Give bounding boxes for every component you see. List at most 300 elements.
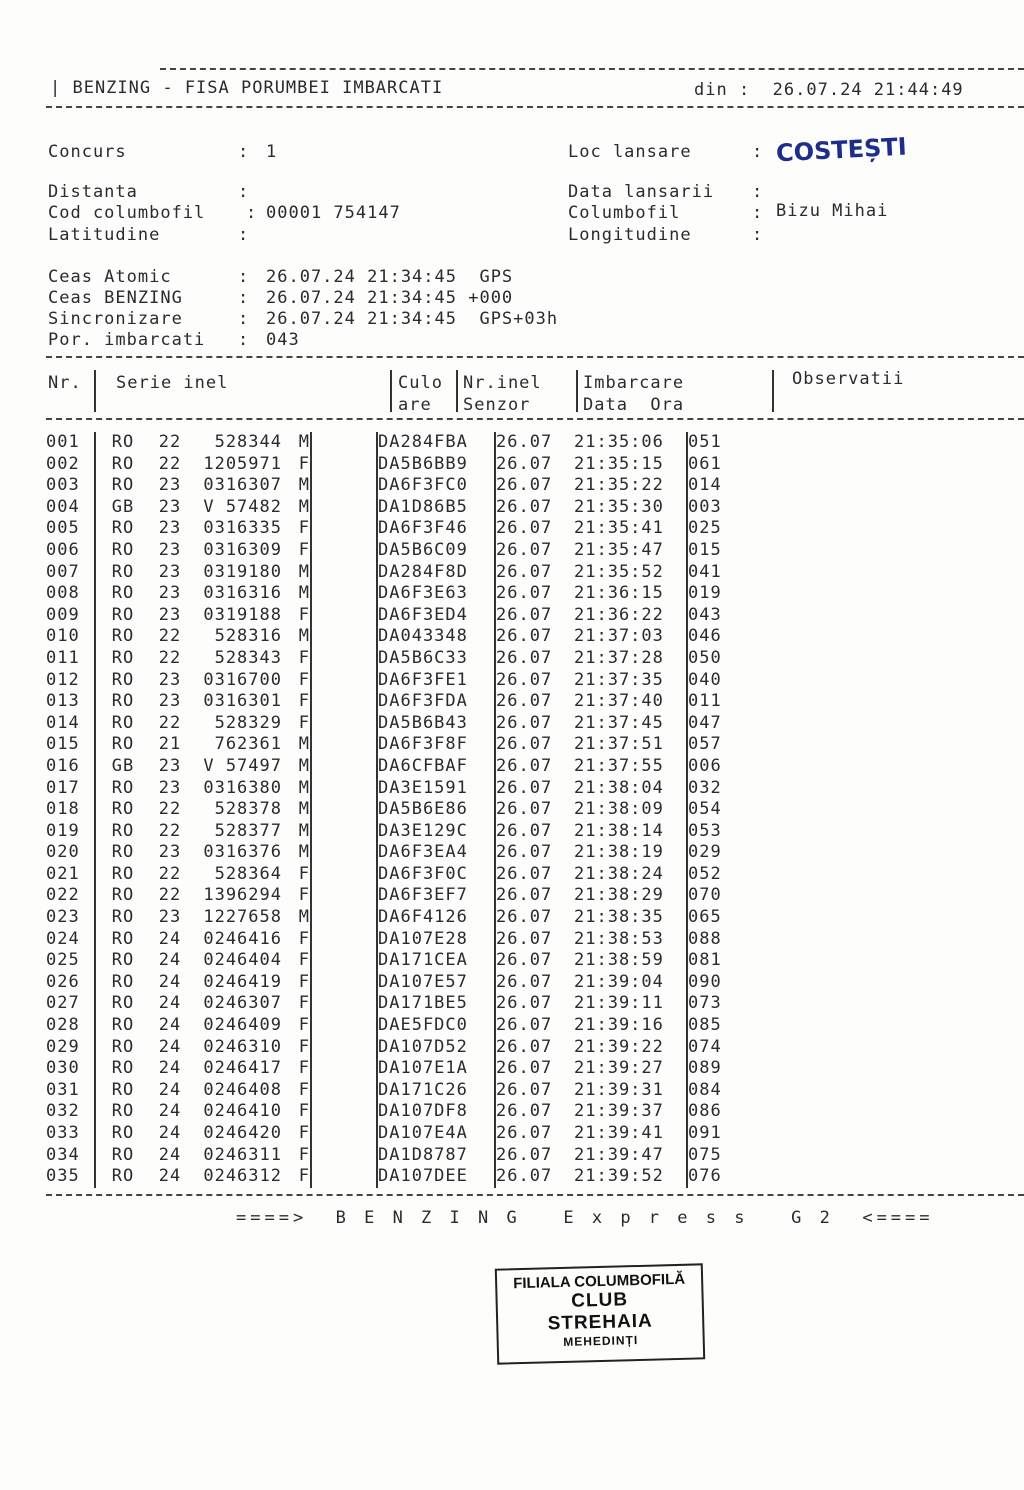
row-number-cell: 007 [46, 562, 95, 584]
sensor-id-cell: DA107E57 [377, 972, 495, 994]
table-row [46, 842, 748, 864]
table-row [46, 972, 748, 994]
embark-date-cell: 26.07 [496, 1101, 553, 1122]
embark-time-cell: 21:39:47 [574, 1145, 687, 1167]
ring-year-cell: 23 [158, 907, 182, 928]
embark-time-cell: 21:35:52 [574, 562, 687, 584]
sex-cell: F [282, 691, 311, 713]
ring-number-cell: 528364 [214, 863, 282, 884]
embark-date-cell: 26.07 [496, 863, 553, 884]
embark-time-cell: 21:38:59 [574, 950, 687, 972]
observation-cell: 047 [688, 712, 722, 733]
sex-cell: F [282, 648, 311, 670]
por-imbarcati-label: Por. imbarcati [48, 330, 206, 350]
ring-number-cell: 1396294 [203, 885, 282, 906]
ring-country-cell: RO [111, 1144, 135, 1165]
ring-number-cell: 0246410 [203, 1101, 282, 1122]
embark-time-cell: 21:35:30 [574, 497, 687, 519]
color-cell [311, 907, 377, 929]
embark-time-cell: 21:37:28 [574, 648, 687, 670]
sex-cell: F [282, 605, 311, 627]
observation-cell: 050 [688, 647, 722, 668]
sex-cell: M [282, 799, 311, 821]
embark-time-cell: 21:38:14 [574, 821, 687, 843]
ring-number-cell: 0246310 [203, 1036, 282, 1057]
ring-year-cell: 22 [158, 820, 182, 841]
sheet-title: | BENZING - FISA PORUMBEI IMBARCATI [50, 78, 444, 98]
sex-cell: F [282, 950, 311, 972]
ring-year-cell: 23 [158, 691, 182, 712]
embark-date-cell: 26.07 [496, 539, 553, 560]
row-number-cell: 024 [46, 929, 95, 951]
observation-cell: 052 [688, 863, 722, 884]
observation-cell: 003 [688, 496, 722, 517]
sensor-id-cell: DA6F3EF7 [377, 885, 495, 907]
sincronizare-label: Sincronizare [48, 309, 183, 329]
sensor-id-cell: DA284FBA [377, 432, 495, 454]
row-number-cell: 006 [46, 540, 95, 562]
ring-number-cell: V 57497 [203, 755, 282, 776]
embark-date-cell: 26.07 [496, 496, 553, 517]
embark-time-cell: 21:37:03 [574, 626, 687, 648]
embark-time-cell: 21:35:22 [574, 475, 687, 497]
color-cell [311, 670, 377, 692]
row-number-cell: 017 [46, 778, 95, 800]
color-cell [311, 821, 377, 843]
ring-year-cell: 24 [158, 993, 182, 1014]
table-body [46, 432, 748, 1188]
sensor-id-cell: DA6CFBAF [377, 756, 495, 778]
embark-time-cell: 21:36:22 [574, 605, 687, 627]
print-date [694, 80, 964, 100]
table-row [46, 885, 748, 907]
color-cell [311, 993, 377, 1015]
sex-cell: F [282, 993, 311, 1015]
sensor-id-cell: DA107E1A [377, 1058, 495, 1080]
color-cell [311, 1101, 377, 1123]
embark-date-cell: 26.07 [496, 583, 553, 604]
loc-lansare-handwritten: COSTEȘTI [775, 132, 908, 168]
table-row [46, 583, 748, 605]
sex-cell: F [282, 929, 311, 951]
ring-country-cell: RO [111, 993, 135, 1014]
longitudine-label: Longitudine [568, 225, 692, 245]
embark-time-cell: 21:39:27 [574, 1058, 687, 1080]
divider-table-top [46, 356, 1024, 358]
sensor-id-cell: DA5B6B43 [377, 713, 495, 735]
observation-cell: 070 [688, 885, 722, 906]
color-cell [311, 454, 377, 476]
ring-country-cell: RO [111, 777, 135, 798]
embark-date-cell: 26.07 [496, 1079, 553, 1100]
col-header-imbarcare-2: Data Ora [583, 395, 685, 415]
ceas-atomic-label: Ceas Atomic [48, 267, 172, 287]
table-row [46, 1101, 748, 1123]
color-cell [311, 648, 377, 670]
embark-date-cell: 26.07 [496, 561, 553, 582]
row-number-cell: 031 [46, 1080, 95, 1102]
ring-year-cell: 24 [158, 1144, 182, 1165]
observation-cell: 091 [688, 1123, 722, 1143]
row-number-cell: 029 [46, 1037, 95, 1059]
embark-date-cell: 26.07 [496, 1144, 553, 1165]
ring-number-cell: 0316316 [203, 583, 282, 604]
sensor-id-cell: DA6F3F0C [377, 864, 495, 886]
sensor-id-cell: DA1D86B5 [377, 497, 495, 519]
ring-country-cell: RO [111, 928, 135, 949]
ring-number-cell: 0246312 [203, 1166, 282, 1187]
ring-number-cell: 0316700 [203, 669, 282, 690]
embark-date-cell: 26.07 [496, 734, 553, 755]
ring-country-cell: RO [111, 1101, 135, 1122]
sex-cell: M [282, 842, 311, 864]
color-cell [311, 1123, 377, 1145]
ceas-benzing-label: Ceas BENZING [48, 288, 183, 308]
table-row [46, 799, 748, 821]
sensor-id-cell: DA6F4126 [377, 907, 495, 929]
col-header-culoare-1: Culo [398, 373, 443, 393]
row-number-cell: 015 [46, 734, 95, 756]
embark-time-cell: 21:38:53 [574, 929, 687, 951]
sensor-id-cell: DA284F8D [377, 562, 495, 584]
ring-year-cell: 24 [158, 971, 182, 992]
row-number-cell: 033 [46, 1123, 95, 1145]
ring-country-cell: RO [111, 734, 135, 755]
col-divider [390, 370, 392, 412]
ring-year-cell: 22 [158, 647, 182, 668]
ring-number-cell: 0246307 [203, 993, 282, 1014]
color-cell [311, 756, 377, 778]
ring-number-cell: 528316 [214, 626, 282, 647]
ring-country-cell: RO [111, 885, 135, 906]
table-row [46, 929, 748, 951]
distanta-label: Distanta [48, 182, 138, 202]
ring-country-cell: RO [111, 820, 135, 841]
ring-country-cell: RO [111, 626, 135, 647]
ring-country-cell: RO [111, 1036, 135, 1057]
embark-date-cell: 26.07 [496, 1166, 553, 1187]
por-imbarcati-value: 043 [266, 330, 300, 350]
ring-number-cell: 0316380 [203, 777, 282, 798]
stamp-line-4: MEHEDINȚI [563, 1333, 639, 1349]
color-cell [311, 842, 377, 864]
divider-table-bottom [46, 1194, 1024, 1196]
row-number-cell: 030 [46, 1058, 95, 1080]
club-stamp [495, 1263, 705, 1364]
ring-country-cell: RO [111, 432, 135, 452]
por-imbarcati-sep: : [238, 330, 250, 350]
color-cell [311, 475, 377, 497]
embark-time-cell: 21:35:06 [574, 432, 687, 454]
ceas-atomic-sep: : [238, 267, 250, 287]
table-row [46, 1145, 748, 1167]
ring-number-cell: 0246409 [203, 1015, 282, 1036]
ring-year-cell: 22 [158, 863, 182, 884]
ring-number-cell: 0246419 [203, 971, 282, 992]
color-cell [311, 497, 377, 519]
table-row [46, 648, 748, 670]
ring-number-cell: 528377 [214, 820, 282, 841]
embark-date-cell: 26.07 [496, 1036, 553, 1057]
observation-cell: 075 [688, 1144, 722, 1165]
embark-time-cell: 21:38:35 [574, 907, 687, 929]
row-number-cell: 003 [46, 475, 95, 497]
sex-cell: M [282, 583, 311, 605]
row-number-cell: 027 [46, 993, 95, 1015]
row-number-cell: 022 [46, 885, 95, 907]
ring-number-cell: 0246417 [203, 1058, 282, 1079]
sensor-id-cell: DA6F3F46 [377, 518, 495, 540]
embark-date-cell: 26.07 [496, 950, 553, 971]
sensor-id-cell: DA107DEE [377, 1166, 495, 1188]
sensor-id-cell: DA107DF8 [377, 1101, 495, 1123]
ring-year-cell: 23 [158, 669, 182, 690]
ring-country-cell: RO [111, 539, 135, 560]
table-row [46, 432, 748, 454]
ring-year-cell: 23 [158, 561, 182, 582]
observation-cell: 086 [688, 1101, 722, 1122]
cod-columbofil-sep: : [246, 203, 258, 223]
table-row [46, 605, 748, 627]
embark-date-cell: 26.07 [496, 604, 553, 625]
ring-year-cell: 23 [158, 496, 182, 517]
cod-columbofil-label: Cod columbofil [48, 203, 206, 223]
color-cell [311, 864, 377, 886]
color-cell [311, 1080, 377, 1102]
sensor-id-cell: DA107E4A [377, 1123, 495, 1145]
observation-cell: 085 [688, 1015, 722, 1036]
table-row [46, 864, 748, 886]
ring-number-cell: 0246420 [203, 1123, 282, 1143]
table-row [46, 821, 748, 843]
observation-cell: 065 [688, 907, 722, 928]
row-number-cell: 005 [46, 518, 95, 540]
ring-year-cell: 23 [158, 842, 182, 863]
observation-cell: 011 [688, 691, 722, 712]
sensor-id-cell: DA6F3F8F [377, 734, 495, 756]
sensor-id-cell: DA5B6C09 [377, 540, 495, 562]
embark-time-cell: 21:38:29 [574, 885, 687, 907]
sex-cell: F [282, 1080, 311, 1102]
observation-cell: 057 [688, 734, 722, 755]
observation-cell: 015 [688, 539, 722, 560]
sex-cell: F [282, 1101, 311, 1123]
ring-country-cell: RO [111, 1123, 135, 1143]
color-cell [311, 540, 377, 562]
sex-cell: F [282, 885, 311, 907]
embark-time-cell: 21:39:41 [574, 1123, 687, 1145]
embark-date-cell: 26.07 [496, 712, 553, 733]
sex-cell: M [282, 562, 311, 584]
ring-number-cell: 0246408 [203, 1079, 282, 1100]
embark-date-cell: 26.07 [496, 928, 553, 949]
row-number-cell: 023 [46, 907, 95, 929]
latitudine-sep: : [238, 225, 250, 245]
color-cell [311, 691, 377, 713]
ring-country-cell: RO [111, 647, 135, 668]
ring-number-cell: 0246311 [203, 1144, 282, 1165]
ring-year-cell: 24 [158, 1036, 182, 1057]
distanta-sep: : [238, 182, 250, 202]
ring-country-cell: RO [111, 1058, 135, 1079]
table-row [46, 1037, 748, 1059]
col-header-serie-inel: Serie inel [116, 373, 229, 393]
ring-number-cell: 0316335 [203, 518, 282, 539]
color-cell [311, 1015, 377, 1037]
observation-cell: 084 [688, 1079, 722, 1100]
observation-cell: 040 [688, 669, 722, 690]
color-cell [311, 950, 377, 972]
sex-cell: F [282, 518, 311, 540]
ring-year-cell: 22 [158, 799, 182, 820]
row-number-cell: 008 [46, 583, 95, 605]
embark-time-cell: 21:35:15 [574, 454, 687, 476]
ring-country-cell: RO [111, 1079, 135, 1100]
sensor-id-cell: DA5B6BB9 [377, 454, 495, 476]
row-number-cell: 019 [46, 821, 95, 843]
embark-time-cell: 21:37:51 [574, 734, 687, 756]
embark-date-cell: 26.07 [496, 885, 553, 906]
ceas-atomic-value: 26.07.24 21:34:45 GPS [266, 267, 514, 287]
stamp-line-1: FILIALA COLUMBOFILĂ [512, 1270, 686, 1293]
col-divider [456, 370, 458, 412]
embark-date-cell: 26.07 [496, 626, 553, 647]
sensor-id-cell: DA5B6E86 [377, 799, 495, 821]
table-row [46, 1015, 748, 1037]
embark-time-cell: 21:36:15 [574, 583, 687, 605]
ring-country-cell: RO [111, 453, 135, 474]
table-row [46, 1123, 748, 1145]
ring-number-cell: 0246404 [203, 950, 282, 971]
embark-time-cell: 21:39:37 [574, 1101, 687, 1123]
color-cell [311, 929, 377, 951]
row-number-cell: 032 [46, 1101, 95, 1123]
embark-date-cell: 26.07 [496, 647, 553, 668]
observation-cell: 073 [688, 993, 722, 1014]
observation-cell: 081 [688, 950, 722, 971]
table-row [46, 518, 748, 540]
embark-date-cell: 26.07 [496, 907, 553, 928]
observation-cell: 041 [688, 561, 722, 582]
row-number-cell: 016 [46, 756, 95, 778]
embark-date-cell: 26.07 [496, 799, 553, 820]
ring-country-cell: RO [111, 518, 135, 539]
table-row [46, 475, 748, 497]
col-divider [94, 370, 96, 412]
ring-year-cell: 24 [158, 1123, 182, 1143]
observation-cell: 076 [688, 1166, 722, 1187]
ring-year-cell: 24 [158, 1015, 182, 1036]
sensor-id-cell: DA107D52 [377, 1037, 495, 1059]
table-row [46, 562, 748, 584]
ring-number-cell: 0319188 [203, 604, 282, 625]
concurs-sep: : [238, 142, 250, 162]
embark-time-cell: 21:38:19 [574, 842, 687, 864]
table-row [46, 1166, 748, 1188]
ring-number-cell: 528343 [214, 647, 282, 668]
ring-country-cell: GB [111, 496, 135, 517]
embark-time-cell: 21:39:11 [574, 993, 687, 1015]
col-divider [576, 370, 578, 412]
embark-date-cell: 26.07 [496, 777, 553, 798]
ring-year-cell: 23 [158, 475, 182, 496]
embarkation-table [46, 432, 748, 1188]
sex-cell: M [282, 432, 311, 454]
ring-country-cell: RO [111, 691, 135, 712]
table-row [46, 626, 748, 648]
ring-number-cell: 0316309 [203, 539, 282, 560]
ring-number-cell: 1227658 [203, 907, 282, 928]
ring-country-cell: RO [111, 1015, 135, 1036]
longitudine-sep: : [752, 225, 764, 245]
ring-number-cell: 0319180 [203, 561, 282, 582]
observation-cell: 025 [688, 518, 722, 539]
row-number-cell: 014 [46, 713, 95, 735]
row-number-cell: 013 [46, 691, 95, 713]
row-number-cell: 011 [46, 648, 95, 670]
table-row [46, 993, 748, 1015]
embark-date-cell: 26.07 [496, 820, 553, 841]
ring-country-cell: RO [111, 1166, 135, 1187]
sex-cell: F [282, 1166, 311, 1188]
row-number-cell: 035 [46, 1166, 95, 1188]
ring-year-cell: 23 [158, 518, 182, 539]
row-number-cell: 010 [46, 626, 95, 648]
data-lansarii-sep: : [752, 182, 764, 202]
data-lansarii-label: Data lansarii [568, 182, 715, 202]
embark-time-cell: 21:38:24 [574, 864, 687, 886]
ring-number-cell: 0246416 [203, 928, 282, 949]
ring-number-cell: 0316301 [203, 691, 282, 712]
ring-number-cell: 528378 [214, 799, 282, 820]
sensor-id-cell: DA6F3ED4 [377, 605, 495, 627]
color-cell [311, 734, 377, 756]
embark-date-cell: 26.07 [496, 518, 553, 539]
sensor-id-cell: DA3E129C [377, 821, 495, 843]
color-cell [311, 562, 377, 584]
columbofil-label: Columbofil [568, 203, 681, 223]
ring-country-cell: RO [111, 561, 135, 582]
ring-number-cell: 0316376 [203, 842, 282, 863]
observation-cell: 019 [688, 583, 722, 604]
embark-time-cell: 21:38:04 [574, 778, 687, 800]
ceas-benzing-sep: : [238, 288, 250, 308]
ring-country-cell: RO [111, 863, 135, 884]
observation-cell: 061 [688, 453, 722, 474]
col-header-culoare-2: are [398, 395, 432, 415]
row-number-cell: 026 [46, 972, 95, 994]
sensor-id-cell: DA6F3E63 [377, 583, 495, 605]
cod-columbofil-value: 00001 754147 [266, 203, 401, 223]
sensor-id-cell: DA6F3FC0 [377, 475, 495, 497]
row-number-cell: 018 [46, 799, 95, 821]
embark-time-cell: 21:37:40 [574, 691, 687, 713]
table-row [46, 540, 748, 562]
embark-date-cell: 26.07 [496, 453, 553, 474]
color-cell [311, 799, 377, 821]
ring-country-cell: RO [111, 669, 135, 690]
ring-number-cell: 762361 [214, 734, 282, 755]
col-header-nrinel-2: Senzor [463, 395, 531, 415]
embark-date-cell: 26.07 [496, 475, 553, 496]
col-divider [772, 370, 774, 412]
color-cell [311, 972, 377, 994]
ring-number-cell: V 57482 [203, 496, 282, 517]
loc-lansare-label: Loc lansare [568, 142, 692, 162]
ring-year-cell: 23 [158, 777, 182, 798]
observation-cell: 089 [688, 1058, 722, 1079]
embark-time-cell: 21:35:41 [574, 518, 687, 540]
